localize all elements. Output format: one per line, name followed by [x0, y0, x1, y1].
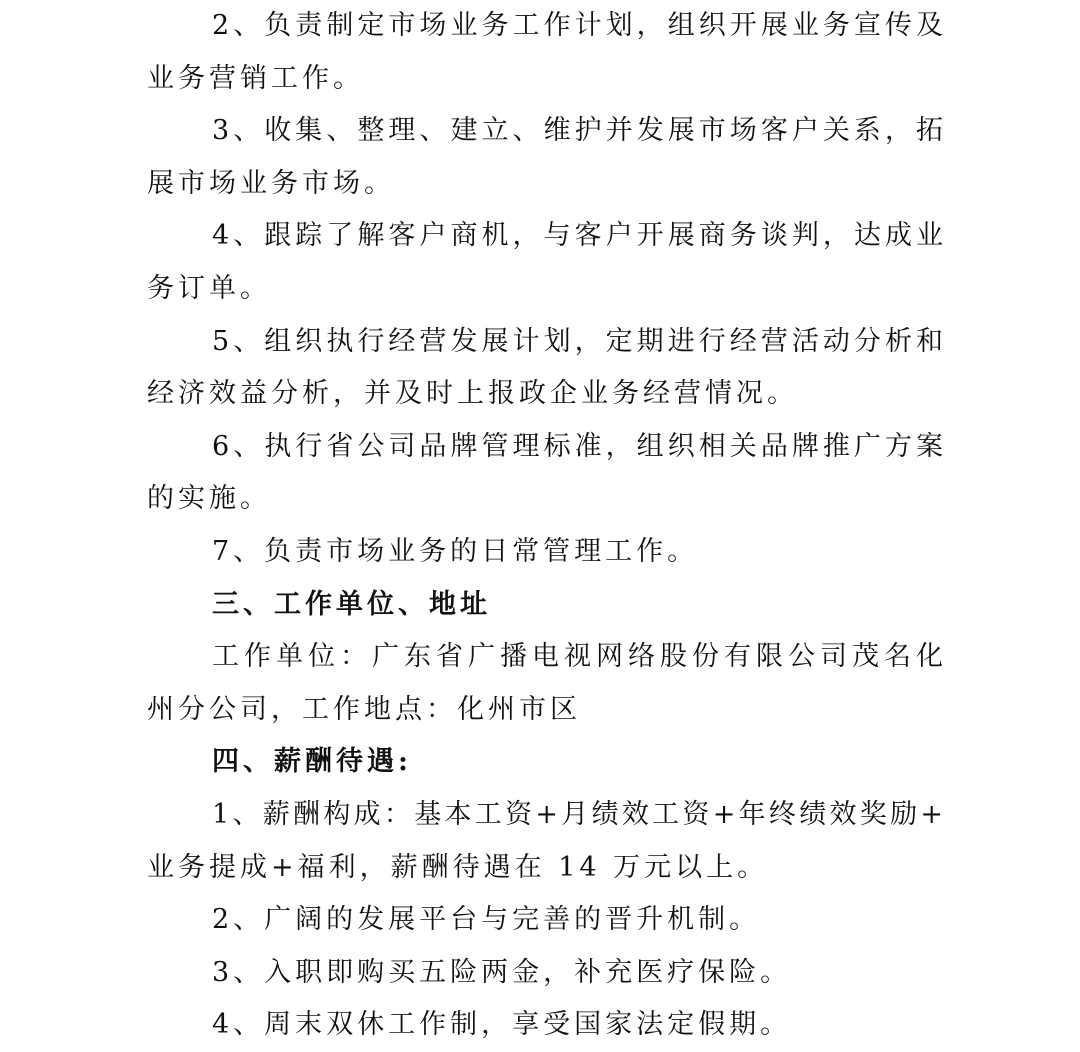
text-line: 展市场业务市场。 — [147, 167, 395, 199]
text-line: 的实施。 — [147, 483, 271, 515]
text-line: 1、薪酬构成：基本工资+月绩效工资+年终绩效奖励+ — [212, 798, 943, 830]
text-line: 4、周末双休工作制，享受国家法定假期。 — [212, 1009, 792, 1041]
text-line: 5、组织执行经营发展计划，定期进行经营活动分析和 — [212, 325, 943, 357]
text-line: 州分公司，工作地点：化州市区 — [147, 693, 581, 725]
text-line: 7、负责市场业务的日常管理工作。 — [212, 535, 699, 567]
text-line: 2、广阔的发展平台与完善的晋升机制。 — [212, 904, 761, 936]
text-line: 经济效益分析，并及时上报政企业务经营情况。 — [147, 378, 798, 410]
text-line: 2、负责制定市场业务工作计划，组织开展业务宣传及 — [212, 10, 943, 41]
text-line: 3、收集、整理、建立、维护并发展市场客户关系，拓 — [212, 115, 943, 147]
text-line: 6、执行省公司品牌管理标准，组织相关品牌推广方案 — [212, 430, 943, 462]
text-line: 工作单位：广东省广播电视网络股份有限公司茂名化 — [212, 641, 943, 673]
text-line: 务订单。 — [147, 272, 271, 304]
section-heading: 三、工作单位、地址 — [212, 588, 491, 620]
document-body — [147, 0, 943, 1052]
text-line: 3、入职即购买五险两金，补充医疗保险。 — [212, 956, 792, 988]
text-line: 业务提成+福利，薪酬待遇在 14 万元以上。 — [147, 851, 769, 883]
text-line: 4、跟踪了解客户商机，与客户开展商务谈判，达成业 — [212, 220, 943, 252]
section-heading: 四、薪酬待遇: — [212, 746, 412, 778]
text-line: 业务营销工作。 — [147, 62, 364, 94]
